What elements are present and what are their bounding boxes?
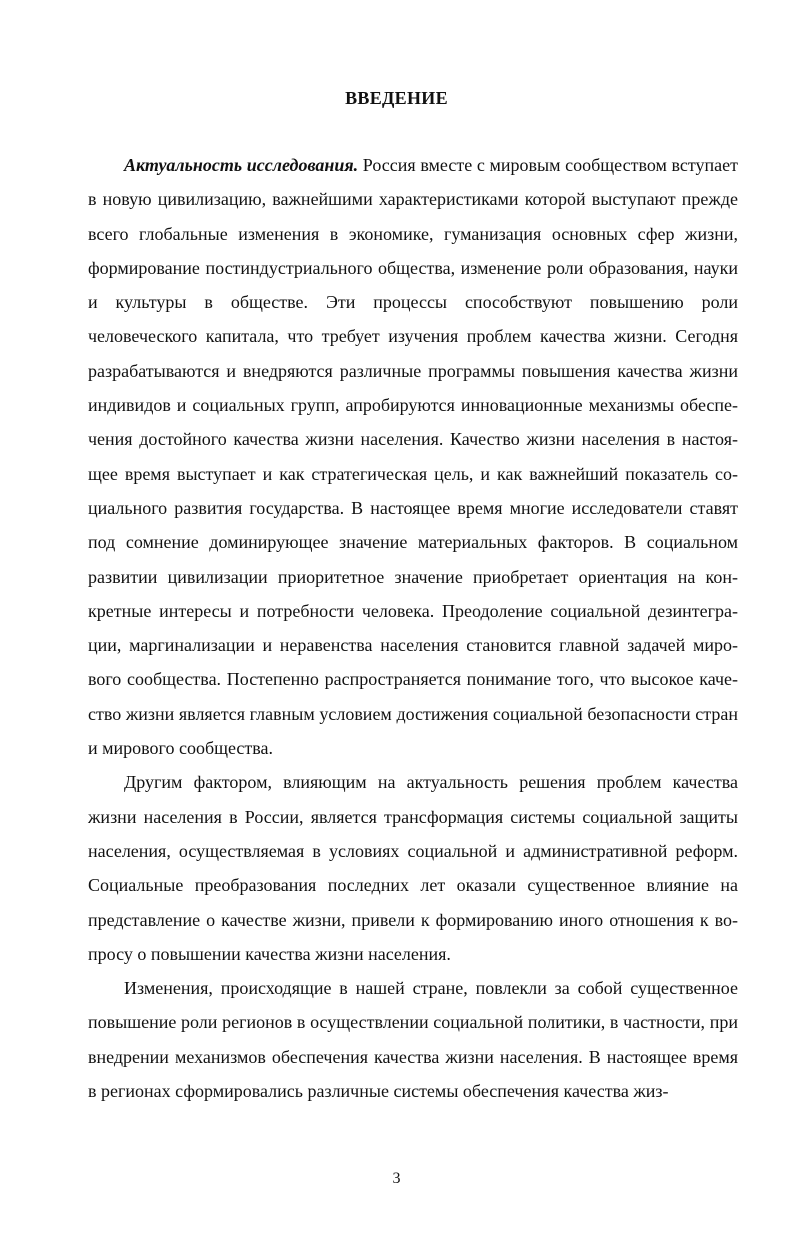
paragraph-other-factor (88, 765, 738, 971)
paragraph-lead: Актуальность исследования. (124, 155, 359, 175)
paragraph-text: Другим фактором, влияющим на актуальность решения проблем качества жизни населения в России, является трансформация системы социальной защиты населения, осуществляемая в условиях социальной и административной реформ. Социальные преобразования последних лет оказали существенное влияние на представление о качестве жизни, привели к формированию иного отношения к вопросу о повышении качества жизни населения. (88, 772, 738, 964)
paragraph-text: Изменения, происходящие в нашей стране, повлекли за собой существенное повышение роли регионов в осуществлении социальной политики, в частности, при внедрении механизмов обеспечения качества жизни населения. В настоящее время в регионах сформировались различные системы обеспечения качества жиз- (88, 978, 738, 1102)
page-number: 3 (392, 1170, 401, 1187)
paragraph-relevance (88, 148, 738, 765)
page-title: ВВЕДЕНИЕ (345, 88, 448, 108)
body-text (88, 148, 738, 1108)
paragraph-regional-changes (88, 971, 738, 1108)
paragraph-text: Россия вместе с мировым сообществом вступает в новую цивилизацию, важнейшими характеристиками которой выступают прежде всего глобальные изменения в экономике, гуманизация основных сфер жизни, формирование постиндустриального общества, изменение роли образования, науки и культуры в обществе. Эти процессы способствуют повышению роли человеческого капитала, что требует изучения проблем качества жизни. Сегодня разрабатываются и внедряются различные программы повышения качества жизни индивидов и социальных групп, апробируются инновационные механизмы обеспечения достойного качества жизни населения. Качество жизни населения в настоящее время выступает и как стратегическая цель, и как важнейший показатель социального развития государства. В настоящее время многие исследователи ставят под сомнение доминирующее значение материальных факторов. В социальном развитии цивилизации приоритетное значение приобретает ориентация на конкретные интересы и потребности человека. Преодоление социальной дезинтеграции, маргинализации и неравенства населения становится главной задачей мирового сообщества. Постепенно распространяется понимание того, что высокое качество жизни является главным условием достижения социальной безопасности стран и мирового сообщества. (88, 155, 739, 759)
